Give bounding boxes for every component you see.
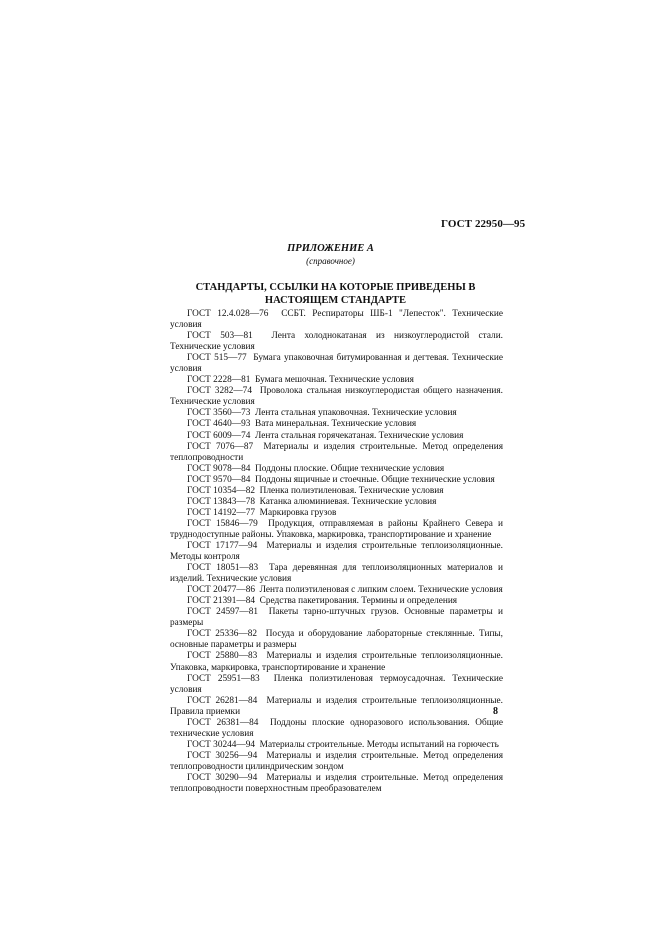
reference-code: ГОСТ 12.4.028—76 bbox=[187, 309, 269, 319]
reference-code: ГОСТ 2228—81 bbox=[187, 375, 251, 386]
reference-code: ГОСТ 515—77 bbox=[187, 353, 247, 364]
reference-item bbox=[170, 519, 503, 541]
reference-code: ГОСТ 26381—84 bbox=[187, 717, 259, 728]
reference-title: Вата минеральная. Технические условия bbox=[255, 419, 417, 430]
reference-item bbox=[170, 375, 503, 386]
reference-title: Материалы и изделия строительные теплоизоляционные. Упаковка, маркировка, транспортирование и хранение bbox=[170, 651, 503, 673]
reference-item bbox=[170, 486, 503, 497]
reference-title: Пленка полиэтиленовая. Технические условия bbox=[259, 485, 444, 496]
page-number: 8 bbox=[493, 706, 498, 717]
reference-code: ГОСТ 7076—87 bbox=[187, 441, 254, 452]
reference-title: Лента полиэтиленовая с липким слоем. Технические условия bbox=[259, 585, 503, 596]
reference-title: Бумага упаковочная битумированная и дегтевая. Технические условия bbox=[170, 353, 503, 375]
reference-title: Маркировка грузов bbox=[259, 507, 337, 518]
reference-title: Материалы и изделия строительные. Метод определения теплопроводности bbox=[170, 441, 503, 463]
reference-item bbox=[170, 585, 503, 596]
reference-code: ГОСТ 30256—94 bbox=[187, 750, 258, 761]
reference-item bbox=[170, 464, 503, 475]
reference-code: ГОСТ 503—81 bbox=[187, 331, 253, 342]
appendix-subtitle: (справочное) bbox=[306, 256, 355, 266]
reference-title: Поддоны ящичные и стоечные. Общие технические условия bbox=[255, 474, 495, 485]
reference-title: Лента стальная упаковочная. Технические условия bbox=[255, 408, 457, 419]
reference-code: ГОСТ 30290—94 bbox=[187, 772, 258, 783]
reference-title: Продукция, отправляемая в районы Крайнего Севера и труднодоступные районы. Упаковка, маркировка, транспортирование и хранение bbox=[170, 518, 504, 540]
reference-item bbox=[170, 607, 503, 629]
reference-item bbox=[170, 629, 503, 651]
reference-item bbox=[170, 419, 503, 430]
reference-item bbox=[170, 696, 503, 718]
reference-item bbox=[170, 353, 503, 375]
reference-title: Проволока стальная низкоуглеродистая общего назначения. Технические условия bbox=[170, 386, 503, 408]
reference-title: Материалы и изделия строительные теплоизоляционные. Правила приемки bbox=[170, 695, 503, 717]
reference-code: ГОСТ 17177—94 bbox=[187, 540, 258, 551]
reference-code: ГОСТ 6009—74 bbox=[187, 430, 251, 441]
reference-item bbox=[170, 309, 503, 331]
reference-item bbox=[170, 475, 503, 486]
reference-title: Поддоны плоские одноразового использования. Общие технические условия bbox=[170, 717, 503, 739]
reference-code: ГОСТ 18051—83 bbox=[187, 563, 259, 574]
reference-title: Тара деревянная для теплоизоляционных материалов и изделий. Технические условия bbox=[170, 563, 503, 585]
reference-item bbox=[170, 508, 503, 519]
reference-title: Бумага мешочная. Технические условия bbox=[255, 375, 414, 386]
reference-item bbox=[170, 674, 503, 696]
reference-title: Посуда и оборудование лабораторные стеклянные. Типы, основные параметры и размеры bbox=[170, 629, 503, 651]
reference-item bbox=[170, 596, 503, 607]
reference-title: Поддоны плоские. Общие технические условия bbox=[255, 463, 445, 474]
reference-code: ГОСТ 3282—74 bbox=[187, 386, 252, 397]
reference-title: Материалы и изделия строительные. Метод определения теплопроводности поверхностным преобразователем bbox=[170, 772, 504, 795]
reference-code: ГОСТ 24597—81 bbox=[187, 607, 259, 618]
reference-title: Пакеты тарно-штучных грузов. Основные параметры и размеры bbox=[170, 607, 504, 629]
reference-code: ГОСТ 4640—93 bbox=[187, 419, 251, 430]
reference-title: ССБТ. Респираторы ШБ-1 "Лепесток". Технические условия bbox=[170, 309, 503, 331]
reference-item bbox=[170, 386, 503, 408]
reference-item bbox=[170, 740, 503, 751]
reference-item bbox=[170, 563, 503, 585]
reference-title: Материалы и изделия строительные. Метод определения теплопроводности цилиндрическим зондом bbox=[170, 750, 504, 772]
reference-item bbox=[170, 541, 503, 563]
document-code-header: ГОСТ 22950—95 bbox=[441, 218, 526, 230]
reference-list bbox=[170, 309, 503, 795]
reference-code: ГОСТ 21391—84 bbox=[187, 596, 256, 607]
reference-title: Пленка полиэтиленовая термоусадочная. Технические условия bbox=[170, 673, 504, 695]
reference-item bbox=[170, 408, 503, 419]
reference-code: ГОСТ 20477—86 bbox=[187, 585, 256, 596]
reference-code: ГОСТ 25880—83 bbox=[187, 651, 258, 662]
reference-item bbox=[170, 442, 503, 464]
reference-item bbox=[170, 651, 503, 673]
reference-title: Лента стальная горячекатаная. Технические условия bbox=[255, 430, 464, 441]
reference-title: Материалы и изделия строительные теплоизоляционные. Методы контроля bbox=[170, 540, 503, 563]
section-title: СТАНДАРТЫ, ССЫЛКИ НА КОТОРЫЕ ПРИВЕДЕНЫ В НАСТОЯЩЕМ СТАНДАРТЕ bbox=[195, 282, 476, 306]
reference-title: Средства пакетирования. Термины и определения bbox=[259, 596, 458, 607]
reference-code: ГОСТ 9078—84 bbox=[187, 463, 251, 474]
reference-item bbox=[170, 773, 503, 795]
reference-title: Лента холоднокатаная из низкоуглеродистой стали. Технические условия bbox=[170, 331, 503, 353]
reference-title: Катанка алюминиевая. Технические условия bbox=[259, 496, 437, 507]
reference-code: ГОСТ 25336—82 bbox=[187, 629, 258, 640]
reference-item bbox=[170, 431, 503, 442]
reference-title: Материалы строительные. Методы испытаний на горючесть bbox=[259, 739, 499, 750]
reference-code: ГОСТ 3560—73 bbox=[187, 408, 251, 419]
reference-item bbox=[170, 751, 503, 773]
reference-item bbox=[170, 718, 503, 740]
reference-code: ГОСТ 26281—84 bbox=[187, 695, 258, 706]
appendix-title: ПРИЛОЖЕНИЕ А bbox=[287, 243, 374, 254]
reference-code: ГОСТ 14192—77 bbox=[187, 507, 256, 518]
reference-code: ГОСТ 9570—84 bbox=[187, 474, 251, 485]
reference-code: ГОСТ 25951—83 bbox=[187, 673, 260, 684]
reference-code: ГОСТ 30244—94 bbox=[187, 739, 256, 750]
reference-code: ГОСТ 15846—79 bbox=[187, 518, 258, 529]
reference-code: ГОСТ 10354—82 bbox=[187, 485, 256, 496]
reference-code: ГОСТ 13843—78 bbox=[187, 496, 256, 507]
reference-item bbox=[170, 497, 503, 508]
reference-item bbox=[170, 331, 503, 353]
